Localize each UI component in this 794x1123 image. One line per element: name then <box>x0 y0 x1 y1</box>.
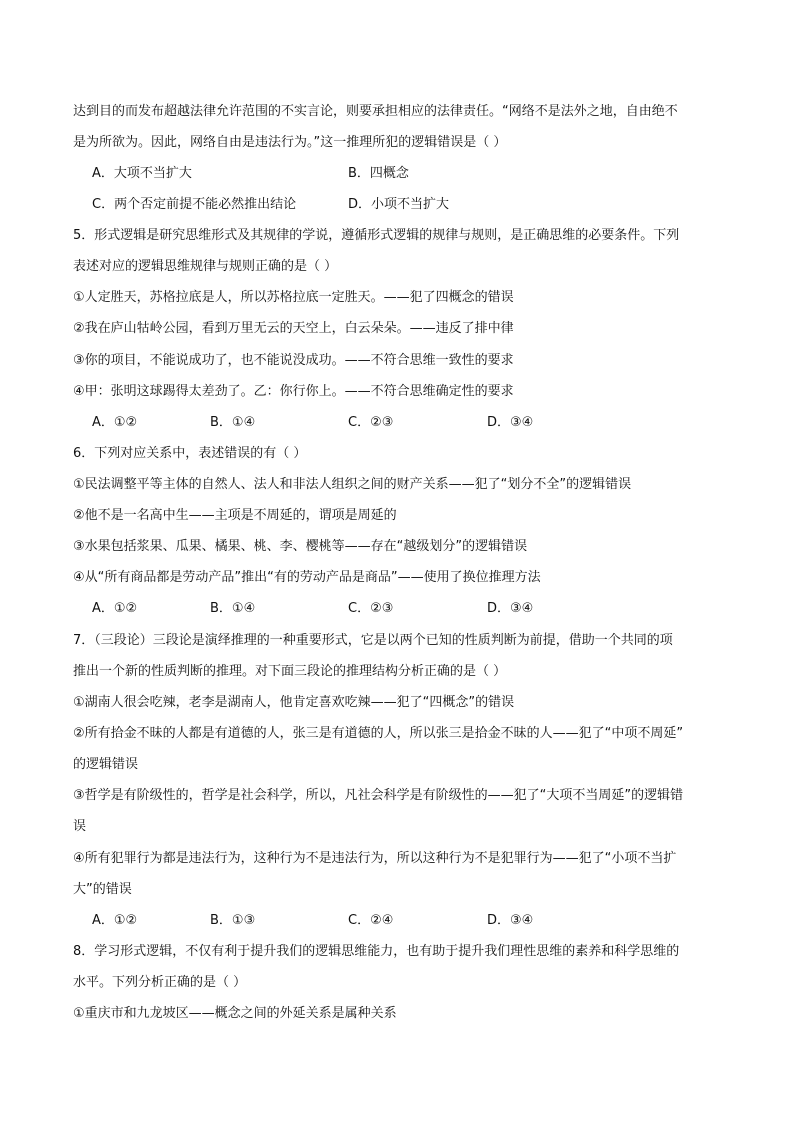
option-c: C．两个否定前提不能必然推出结论 <box>92 197 297 212</box>
option-b: B．①④ <box>210 415 256 430</box>
option-a: A．①② <box>92 913 138 928</box>
question-7-item-2-line-2: 的逻辑错误 <box>73 757 139 772</box>
option-a: A．①② <box>92 415 138 430</box>
option-a: A．大项不当扩大 <box>92 166 192 181</box>
option-b: B．四概念 <box>348 166 409 181</box>
question-7-item-3-line-2: 误 <box>73 819 87 834</box>
question-5-item-4: ④甲：张明这球踢得太差劲了。乙：你行你上。——不符合思维确定性的要求 <box>73 384 514 399</box>
question-8-stem-line-2: 水平。下列分析正确的是（ ） <box>73 975 247 990</box>
question-5-stem-line-2: 表述对应的逻辑思维规律与规则正确的是（ ） <box>73 259 338 274</box>
option-c: C．②③ <box>348 601 394 616</box>
question-7-item-4-line-1: ④所有犯罪行为都是违法行为，这种行为不是违法行为，所以这种行为不是犯罪行为——犯了“小项不当扩 <box>73 851 677 866</box>
option-d: D．③④ <box>487 415 534 430</box>
question-4-stem-line-1: 达到目的而发布超越法律允许范围的不实言论，则要承担相应的法律责任。“网络不是法外之地，自由绝不 <box>73 104 678 119</box>
question-7-item-3-line-1: ③哲学是有阶级性的，哲学是社会科学，所以，凡社会科学是有阶级性的——犯了“大项不当周延”的逻辑错 <box>73 788 684 803</box>
question-8-item-1: ①重庆市和九龙坡区——概念之间的外延关系是属种关系 <box>73 1006 397 1021</box>
question-6-item-3: ③水果包括浆果、瓜果、橘果、桃、李、樱桃等——存在“越级划分”的逻辑错误 <box>73 539 528 554</box>
option-c: C．②③ <box>348 415 394 430</box>
option-b: B．①④ <box>210 601 256 616</box>
question-6-item-1: ①民法调整平等主体的自然人、法人和非法人组织之间的财产关系——犯了“划分不全”的逻辑错误 <box>73 477 632 492</box>
question-5-item-3: ③你的项目，不能说成功了，也不能说没成功。——不符合思维一致性的要求 <box>73 353 514 368</box>
option-c: C．②④ <box>348 913 394 928</box>
question-7-item-1: ①湖南人很会吃辣，老李是湖南人，他肯定喜欢吃辣——犯了“四概念”的错误 <box>73 695 515 710</box>
question-7-stem-line-2: 推出一个新的性质判断的推理。对下面三段论的推理结构分析正确的是（ ） <box>73 664 507 679</box>
question-5-stem-line-1: 5．形式逻辑是研究思维形式及其规律的学说，遵循形式逻辑的规律与规则，是正确思维的必要条件。下列 <box>73 228 680 243</box>
option-d: D．③④ <box>487 913 534 928</box>
question-7-item-2-line-1: ②所有拾金不昧的人都是有道德的人，张三是有道德的人，所以张三是拾金不昧的人——犯了“中项不周延” <box>73 726 684 741</box>
option-b: B．①③ <box>210 913 256 928</box>
option-d: D．小项不当扩大 <box>348 197 450 212</box>
question-7-item-4-line-2: 大”的错误 <box>73 882 132 897</box>
option-d: D．③④ <box>487 601 534 616</box>
option-a: A．①② <box>92 601 138 616</box>
question-8-stem-line-1: 8．学习形式逻辑，不仅有利于提升我们的逻辑思维能力，也有助于提升我们理性思维的素养和科学思维的 <box>73 944 680 959</box>
question-6-stem: 6．下列对应关系中，表述错误的有（ ） <box>73 446 307 461</box>
question-5-item-2: ②我在庐山牯岭公园，看到万里无云的天空上，白云朵朵。——违反了排中律 <box>73 321 514 336</box>
question-4-stem-line-2: 是为所欲为。因此，网络自由是违法行为。”这一推理所犯的逻辑错误是（ ） <box>73 135 507 150</box>
question-6-item-2: ②他不是一名高中生——主项是不周延的，谓项是周延的 <box>73 508 397 523</box>
question-7-stem-line-1: 7．（三段论）三段论是演绎推理的一种重要形式，它是以两个已知的性质判断为前提，借助一个共同的项 <box>73 633 673 648</box>
question-6-item-4: ④从“所有商品都是劳动产品”推出“有的劳动产品是商品”——使用了换位推理方法 <box>73 570 541 585</box>
question-5-item-1: ①人定胜天，苏格拉底是人，所以苏格拉底一定胜天。——犯了四概念的错误 <box>73 290 514 305</box>
